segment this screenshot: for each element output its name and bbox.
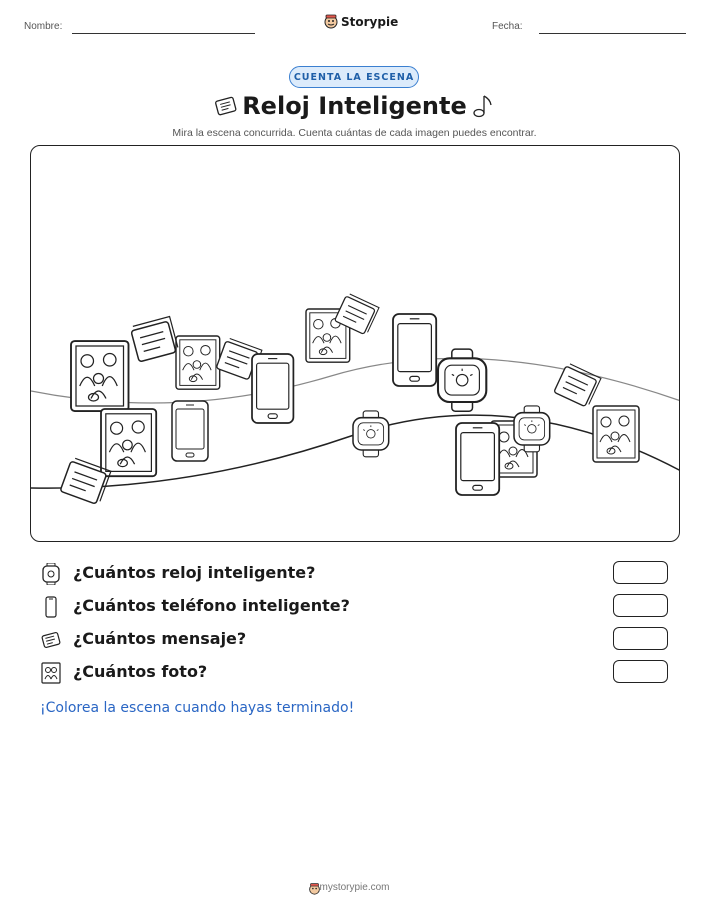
question-row-message (40, 627, 680, 653)
site-url[interactable]: mystorypie.com (319, 882, 390, 893)
smartwatch-icon (40, 563, 62, 585)
music-note-icon (472, 93, 494, 119)
question-text: ¿Cuántos teléfono inteligente? (73, 596, 350, 615)
brand-name: Storypie (341, 15, 399, 29)
question-text: ¿Cuántos reloj inteligente? (73, 563, 316, 582)
answer-box-photo[interactable] (613, 660, 668, 683)
photo-icon (40, 662, 62, 684)
message-icon (40, 629, 62, 651)
storypie-logo-icon (323, 13, 339, 29)
instructions: Mira la escena concurrida. Cuenta cuántas de cada imagen puedes encontrar. (172, 127, 537, 139)
activity-badge: CUENTA LA ESCENA (289, 66, 419, 88)
question-row-photo (40, 660, 680, 686)
scene-panel[interactable] (30, 145, 680, 542)
scene-illustration (31, 146, 680, 542)
page-title: Reloj Inteligente (242, 92, 467, 120)
coloring-note: ¡Colorea la escena cuando hayas terminado! (40, 700, 355, 716)
name-line[interactable] (72, 33, 255, 34)
smartphone-icon (40, 596, 62, 618)
question-row-smartwatch (40, 561, 680, 587)
date-line[interactable] (539, 33, 686, 34)
answer-box-message[interactable] (613, 627, 668, 650)
question-row-smartphone (40, 594, 680, 620)
answer-box-smartwatch[interactable] (613, 561, 668, 584)
answer-box-smartphone[interactable] (613, 594, 668, 617)
date-label: Fecha: (492, 21, 523, 32)
name-label: Nombre: (24, 21, 63, 32)
question-text: ¿Cuántos foto? (73, 662, 208, 681)
question-text: ¿Cuántos mensaje? (73, 629, 247, 648)
